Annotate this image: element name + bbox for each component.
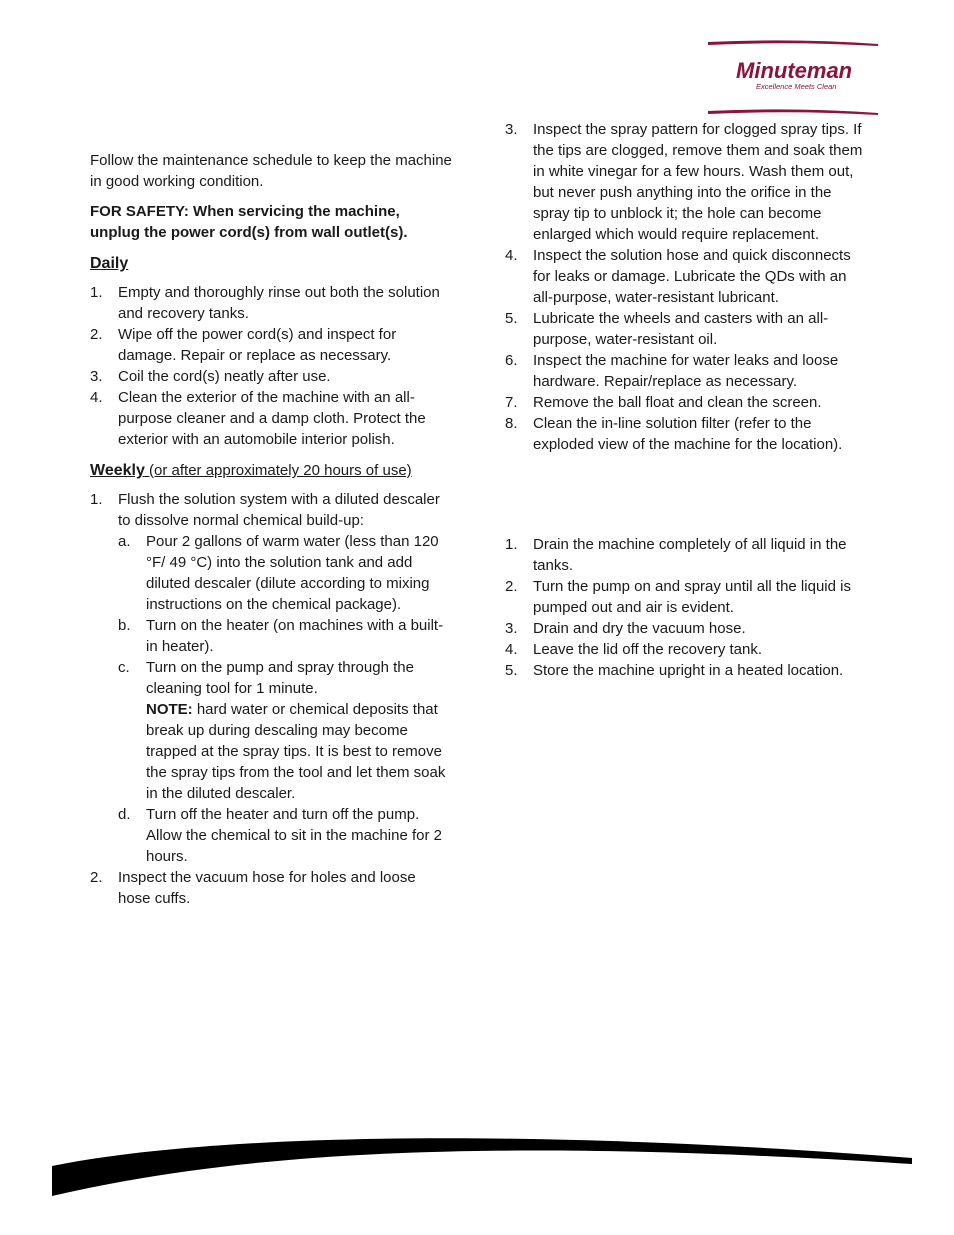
list-item: 1. Flush the solution system with a diluted descaler to dissolve normal chemical build-up: a. Pour 2 gallons of warm water (less than 120 °F/ 49 °C) into the solution tank and add diluted descaler (dilute according to mixing instructions on the chemical package). b. Turn on the heater (on machines with a built-in heater). c. Turn on the pump and spray through the cleaning tool for 1 minute. NOTE: hard water or chemical deposits that break up during descaling may become trapped at the spray tips. It is best to remove the spray tips from the tool and let them soak in the diluted descaler. d. Turn off the heater and turn off the pump. Allow the chemical to sit in the machine for 2 hours.: [90, 489, 452, 867]
list-item: 3. Coil the cord(s) neatly after use.: [90, 368, 331, 385]
list-item: 2. Turn the pump on and spray until all the liquid is pumped out and air is evident.: [505, 578, 851, 616]
daily-heading: Daily: [90, 255, 129, 272]
list-item: 3. Drain and dry the vacuum hose.: [505, 620, 746, 637]
intro-paragraph: Follow the maintenance schedule to keep the machine in good working condition.: [90, 152, 452, 190]
weekly-note: (or after approximately 20 hours of use): [144, 462, 412, 479]
list-item: 7. Remove the ball float and clean the screen.: [505, 394, 822, 411]
list-item: 8. Clean the in-line solution filter (refer to the exploded view of the machine for the location).: [505, 415, 843, 453]
right-column: [505, 119, 867, 691]
note-label: NOTE:: [146, 701, 193, 718]
list-item: 2. Inspect the vacuum hose for holes and loose hose cuffs.: [90, 869, 416, 907]
list-item: 5. Store the machine upright in a heated location.: [505, 662, 844, 679]
logo-brand: Minuteman: [736, 58, 853, 83]
list-item: 1. Empty and thoroughly rinse out both the solution and recovery tanks.: [90, 284, 440, 322]
weekly-list-continued: [505, 119, 867, 455]
note-text: hard water or chemical deposits that break up during descaling may become trapped at the spray tips. It is best to remove the spray tips from the tool and let them soak in the diluted descaler.: [146, 701, 446, 802]
sub-item: a. Pour 2 gallons of warm water (less than 120 °F/ 49 °C) into the solution tank and add diluted descaler (dilute according to mixing instructions on the chemical package).: [118, 533, 439, 613]
list-item: 3. Inspect the spray pattern for clogged spray tips. If the tips are clogged, remove them and soak them in white vinegar for a few hours. Wash them out, but never push anything into the orifice in the spray tip to unblock it; the hole can become enlarged which would require replacement.: [505, 121, 863, 243]
weekly-heading: Weekly (or after approximately 20 hours of use): [90, 462, 412, 479]
section-spacer: [505, 465, 867, 534]
storage-list: [505, 534, 867, 681]
sub-item: b. Turn on the heater (on machines with a built-in heater).: [118, 617, 444, 655]
safety-warning: FOR SAFETY: When servicing the machine, unplug the power cord(s) from wall outlet(s).: [90, 203, 408, 241]
sub-item: d. Turn off the heater and turn off the pump. Allow the chemical to sit in the machine for 2 hours.: [118, 806, 442, 865]
list-item: 6. Inspect the machine for water leaks and loose hardware. Repair/replace as necessary.: [505, 352, 839, 390]
list-item: 1. Drain the machine completely of all liquid in the tanks.: [505, 536, 847, 574]
list-item: 4. Leave the lid off the recovery tank.: [505, 641, 763, 658]
weekly-list: [90, 489, 452, 909]
list-item: 4. Clean the exterior of the machine with an all-purpose cleaner and a damp cloth. Protect the exterior with an automobile interior polish.: [90, 389, 426, 448]
footer-swoosh-decoration: [50, 1128, 914, 1200]
sub-item: c. Turn on the pump and spray through the cleaning tool for 1 minute. NOTE: hard water or chemical deposits that break up during descaling may become trapped at the spray tips. It is best to remove the spray tips from the tool and let them soak in the diluted descaler.: [118, 659, 446, 802]
left-column: [90, 150, 452, 919]
list-item: 4. Inspect the solution hose and quick disconnects for leaks or damage. Lubricate the QDs with an all-purpose, water-resistant lubricant.: [505, 247, 851, 306]
descaler-steps: [118, 531, 452, 867]
logo-tagline: Excellence Meets Clean: [756, 82, 837, 91]
minuteman-logo: [708, 40, 878, 116]
list-item: 5. Lubricate the wheels and casters with an all-purpose, water-resistant oil.: [505, 310, 829, 348]
daily-list: [90, 282, 452, 450]
list-item: 2. Wipe off the power cord(s) and inspect for damage. Repair or replace as necessary.: [90, 326, 397, 364]
